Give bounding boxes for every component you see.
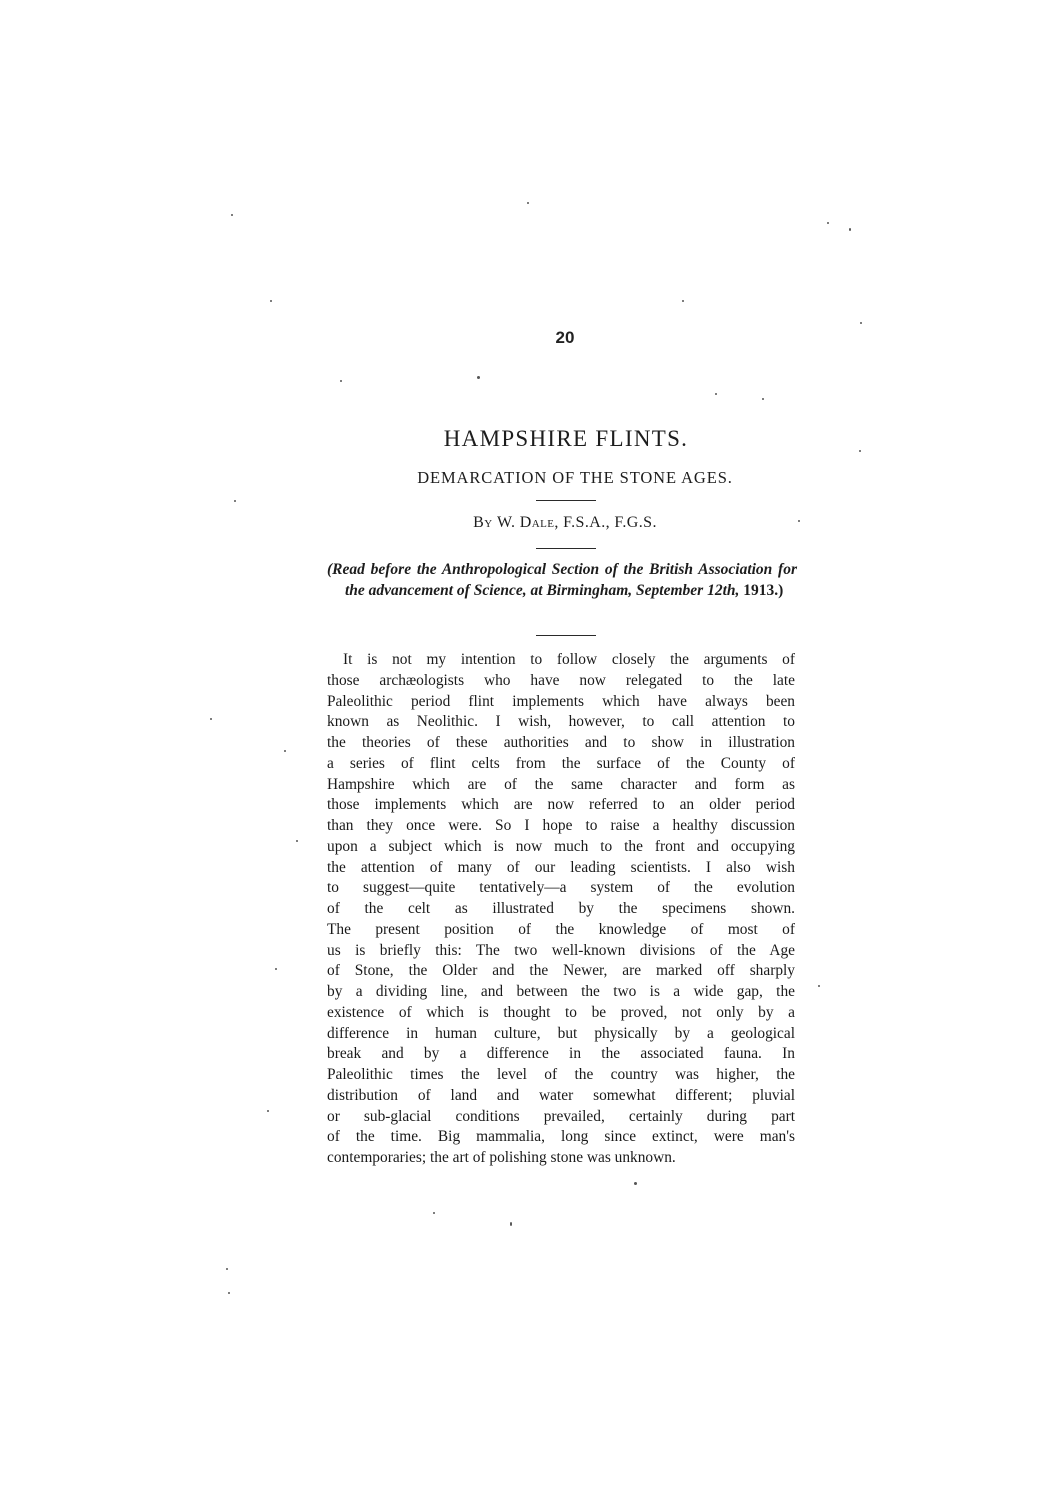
body-line: the theories of these authorities and to show in illustration [327,734,795,751]
body-line: The present position of the knowledge of most of [327,920,795,938]
scan-speck [267,1110,269,1112]
scan-speck [296,840,298,842]
body-line: of the celt as illustrated by the specimens shown. [327,900,795,917]
body-line: existence of which is thought to be proved, not only by a [327,1003,795,1021]
scan-speck [859,450,861,452]
body-line: known as Neolithic. I wish, however, to call attention to [327,713,795,731]
scan-speck [818,985,820,987]
scan-speck [715,393,717,395]
author-name: W. Dale, F.S.A., F.G.S. [496,514,657,531]
scan-speck [228,1292,230,1294]
body-paragraph [327,650,795,1169]
body-line: Paleolithic times the level of the country was higher, the [327,1066,795,1083]
scan-speck [827,222,829,224]
article-title: HAMPSHIRE FLINTS. [443,426,689,451]
scan-speck [860,322,862,324]
body-line: by a dividing line, and between the two is a wide gap, the [327,983,795,1000]
body-line: of the time. Big mammalia, long since extinct, were man's [327,1128,795,1146]
body-line: us is briefly this: The two well-known divisions of the Age [327,941,795,959]
body-line: It is not my intention to follow closely the arguments of [343,651,795,668]
read-note-tail: 1913.) [739,581,784,599]
scan-speck [682,300,684,302]
scan-speck [226,1268,228,1270]
scan-speck [275,968,277,970]
scan-speck [210,718,212,720]
scan-speck [231,214,233,216]
body-line: distribution of land and water somewhat different; pluvial [327,1086,795,1104]
body-line: than they once were. So I hope to raise a healthy discussion [327,817,795,834]
body-line: break and by a difference in the associated fauna. In [327,1045,795,1063]
read-before-note [327,560,797,601]
scan-speck [340,380,342,382]
body-line: the attention of many of our leading scientists. I also wish [327,858,795,876]
author-byline [0,514,1058,532]
body-line: those archæologists who have now relegated to the late [327,671,795,689]
scan-speck [510,1222,512,1226]
divider-rule [536,548,596,549]
scan-speck [762,398,764,400]
body-line: difference in human culture, but physically by a geological [327,1024,795,1042]
body-line: to suggest—quite tentatively—a system of the evolution [327,879,795,897]
divider-rule [536,635,596,636]
divider-rule [536,500,596,501]
read-note-italic: (Read before the Anthropological Section of the British Association for the advancement of Science, at Birmingham, September 12th, [327,561,797,599]
body-line: upon a subject which is now much to the front and occupying [327,837,795,855]
scan-speck [527,202,529,204]
scan-speck [433,1212,435,1214]
body-line: contemporaries; the art of polishing stone was unknown. [327,1149,676,1166]
body-line: of Stone, the Older and the Newer, are marked off sharply [327,962,795,980]
author-prefix: By [473,514,493,531]
scan-speck [849,228,851,231]
scan-speck [270,300,272,302]
scan-speck [284,750,286,752]
scan-speck [477,376,480,379]
body-line: those implements which are now referred to an older period [327,796,795,814]
body-line: Paleolithic period flint implements which have always been [327,692,795,710]
scan-speck [234,500,236,502]
body-line: a series of flint celts from the surface of the County of [327,754,795,772]
scan-speck [798,520,800,522]
scan-speck [634,1182,637,1185]
body-line: or sub-glacial conditions prevailed, certainly during part [327,1107,795,1125]
article-subtitle: DEMARCATION OF THE STONE AGES. [417,468,733,487]
page-number: 20 [555,328,575,347]
body-line: Hampshire which are of the same character and form as [327,775,795,793]
